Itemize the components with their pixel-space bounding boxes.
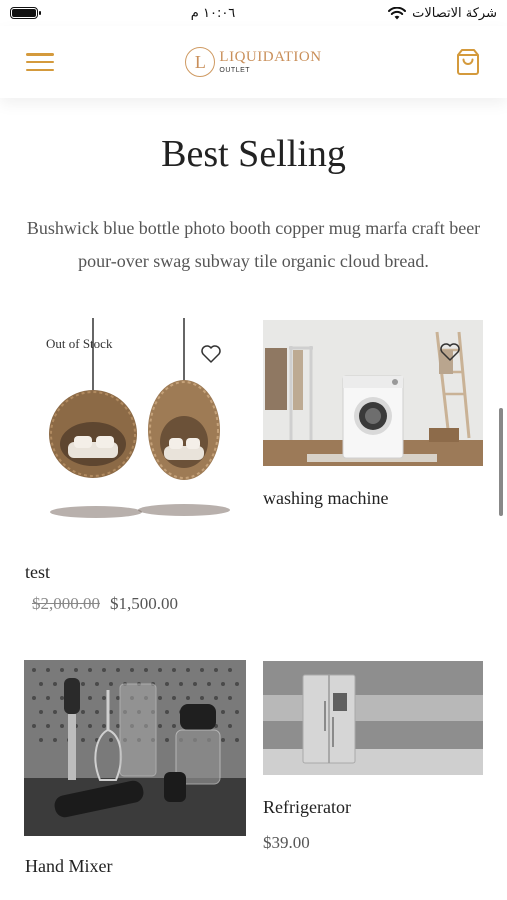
product-name[interactable]: washing machine <box>263 488 389 508</box>
logo-text <box>219 50 321 74</box>
product-card-washing-machine[interactable] <box>263 320 483 520</box>
product-price: $39.00 <box>263 833 310 852</box>
out-of-stock-badge: Out of Stock <box>46 336 113 351</box>
product-name[interactable]: Hand Mixer <box>25 856 113 876</box>
status-bar <box>0 0 507 26</box>
logo-mark: L <box>185 47 215 77</box>
price-row <box>32 594 178 614</box>
product-name[interactable]: Refrigerator <box>263 797 351 817</box>
product-name[interactable]: test <box>25 562 50 582</box>
product-image-hand-mixer[interactable] <box>24 660 246 836</box>
section-title: Best Selling <box>161 133 346 175</box>
product-card-hand-mixer[interactable] <box>24 660 246 890</box>
brand-logo[interactable] <box>185 47 321 77</box>
product-card-refrigerator[interactable] <box>263 661 483 861</box>
hamburger-menu-icon[interactable] <box>26 50 54 74</box>
status-right <box>388 6 497 21</box>
status-time: ١٠:٠٦ م <box>190 5 236 21</box>
app-header <box>0 26 507 98</box>
section-description: Bushwick blue bottle photo booth copper mug marfa craft beer pour-over swag subway tile organic cloud bread. <box>26 218 481 271</box>
original-price: $2,000.00 <box>32 594 100 613</box>
wifi-icon <box>388 7 406 20</box>
carrier-name: شركة الاتصالات <box>412 5 497 21</box>
sale-price: $1,500.00 <box>110 594 178 613</box>
logo-title: LIQUIDATION <box>219 49 322 65</box>
shopping-bag-icon[interactable] <box>453 47 483 77</box>
heart-icon[interactable] <box>439 342 461 362</box>
heart-icon[interactable] <box>200 344 222 364</box>
product-image-refrigerator[interactable] <box>263 661 483 775</box>
scrollbar[interactable] <box>499 408 503 516</box>
product-card-test[interactable] <box>24 318 246 618</box>
logo-subtitle: OUTLET <box>219 67 251 74</box>
battery-icon <box>10 7 38 19</box>
